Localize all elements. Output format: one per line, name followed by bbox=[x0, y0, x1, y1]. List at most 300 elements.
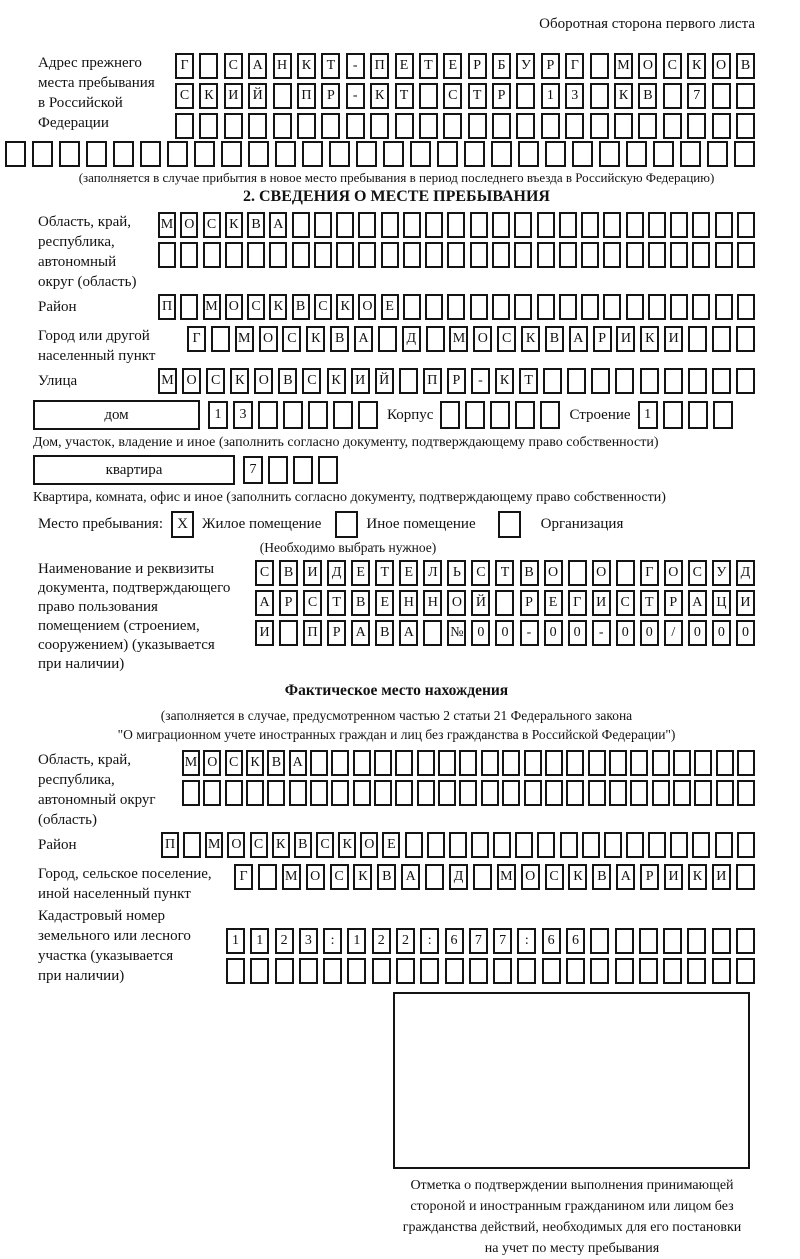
char-cell[interactable]: Т bbox=[327, 590, 346, 616]
char-cell[interactable] bbox=[396, 958, 415, 984]
char-cell[interactable]: С bbox=[203, 212, 221, 238]
char-cell[interactable] bbox=[471, 832, 489, 858]
char-cell[interactable] bbox=[383, 141, 404, 167]
char-cell[interactable]: 3 bbox=[565, 83, 584, 109]
char-cell[interactable]: 7 bbox=[469, 928, 488, 954]
char-cell[interactable]: 7 bbox=[243, 456, 263, 484]
char-cell[interactable] bbox=[302, 141, 323, 167]
char-cell[interactable]: Г bbox=[175, 53, 194, 79]
char-cell[interactable] bbox=[395, 750, 413, 776]
char-cell[interactable] bbox=[712, 958, 731, 984]
char-cell[interactable] bbox=[737, 294, 755, 320]
char-cell[interactable]: М bbox=[158, 368, 177, 394]
char-cell[interactable] bbox=[673, 780, 691, 806]
char-cell[interactable] bbox=[542, 958, 561, 984]
char-cell[interactable]: Р bbox=[321, 83, 340, 109]
char-cell[interactable]: В bbox=[375, 620, 394, 646]
char-cell[interactable] bbox=[688, 368, 707, 394]
char-cell[interactable]: 1 bbox=[541, 83, 560, 109]
char-cell[interactable]: М bbox=[158, 212, 176, 238]
char-cell[interactable]: Б bbox=[492, 53, 511, 79]
char-cell[interactable] bbox=[515, 832, 533, 858]
char-cell[interactable] bbox=[310, 780, 328, 806]
char-cell[interactable]: А bbox=[401, 864, 420, 890]
char-cell[interactable] bbox=[224, 113, 243, 139]
char-cell[interactable] bbox=[736, 958, 755, 984]
char-cell[interactable] bbox=[403, 294, 421, 320]
char-cell[interactable]: П bbox=[297, 83, 316, 109]
char-cell[interactable] bbox=[736, 368, 755, 394]
char-cell[interactable] bbox=[737, 242, 755, 268]
char-cell[interactable] bbox=[314, 212, 332, 238]
char-cell[interactable]: С bbox=[247, 294, 265, 320]
char-cell[interactable]: И bbox=[592, 590, 611, 616]
char-cell[interactable]: А bbox=[354, 326, 373, 352]
char-cell[interactable] bbox=[736, 326, 755, 352]
char-cell[interactable] bbox=[670, 832, 688, 858]
char-cell[interactable] bbox=[465, 401, 485, 429]
char-cell[interactable]: А bbox=[248, 53, 267, 79]
char-cell[interactable] bbox=[737, 750, 755, 776]
char-cell[interactable]: С bbox=[250, 832, 268, 858]
char-cell[interactable] bbox=[419, 113, 438, 139]
char-cell[interactable]: О bbox=[473, 326, 492, 352]
char-cell[interactable]: Е bbox=[351, 560, 370, 586]
char-cell[interactable]: 0 bbox=[568, 620, 587, 646]
char-cell[interactable] bbox=[590, 113, 609, 139]
char-cell[interactable] bbox=[736, 864, 755, 890]
char-cell[interactable] bbox=[652, 750, 670, 776]
char-cell[interactable]: 0 bbox=[688, 620, 707, 646]
char-cell[interactable]: П bbox=[370, 53, 389, 79]
char-cell[interactable] bbox=[420, 958, 439, 984]
char-cell[interactable] bbox=[447, 294, 465, 320]
char-cell[interactable] bbox=[639, 958, 658, 984]
char-cell[interactable]: М bbox=[282, 864, 301, 890]
char-cell[interactable]: Е bbox=[375, 590, 394, 616]
char-cell[interactable] bbox=[86, 141, 107, 167]
char-cell[interactable]: Р bbox=[664, 590, 683, 616]
char-cell[interactable] bbox=[663, 928, 682, 954]
char-cell[interactable]: 0 bbox=[544, 620, 563, 646]
char-cell[interactable]: - bbox=[471, 368, 490, 394]
char-cell[interactable] bbox=[626, 141, 647, 167]
char-cell[interactable]: С bbox=[314, 294, 332, 320]
char-cell[interactable] bbox=[180, 294, 198, 320]
char-cell[interactable] bbox=[604, 832, 622, 858]
char-cell[interactable]: Т bbox=[640, 590, 659, 616]
char-cell[interactable] bbox=[590, 53, 609, 79]
char-cell[interactable] bbox=[493, 832, 511, 858]
char-cell[interactable] bbox=[248, 141, 269, 167]
char-cell[interactable] bbox=[588, 780, 606, 806]
char-cell[interactable]: 3 bbox=[233, 401, 253, 429]
char-cell[interactable]: В bbox=[520, 560, 539, 586]
char-cell[interactable] bbox=[712, 326, 731, 352]
char-cell[interactable] bbox=[225, 242, 243, 268]
char-cell[interactable] bbox=[581, 212, 599, 238]
char-cell[interactable]: О bbox=[306, 864, 325, 890]
char-cell[interactable]: - bbox=[520, 620, 539, 646]
char-cell[interactable]: К bbox=[230, 368, 249, 394]
char-cell[interactable]: О bbox=[182, 368, 201, 394]
char-cell[interactable] bbox=[568, 560, 587, 586]
char-cell[interactable] bbox=[670, 242, 688, 268]
char-cell[interactable] bbox=[664, 368, 683, 394]
char-cell[interactable] bbox=[194, 141, 215, 167]
char-cell[interactable] bbox=[273, 113, 292, 139]
char-cell[interactable] bbox=[378, 326, 397, 352]
char-cell[interactable]: 2 bbox=[275, 928, 294, 954]
char-cell[interactable]: В bbox=[278, 368, 297, 394]
char-cell[interactable]: 3 bbox=[299, 928, 318, 954]
char-cell[interactable] bbox=[211, 326, 230, 352]
char-cell[interactable] bbox=[425, 212, 443, 238]
char-cell[interactable]: Т bbox=[321, 53, 340, 79]
char-cell[interactable]: К bbox=[297, 53, 316, 79]
char-cell[interactable]: О bbox=[592, 560, 611, 586]
char-cell[interactable] bbox=[275, 958, 294, 984]
char-cell[interactable]: С bbox=[206, 368, 225, 394]
char-cell[interactable] bbox=[581, 242, 599, 268]
char-cell[interactable]: Р bbox=[327, 620, 346, 646]
char-cell[interactable] bbox=[275, 141, 296, 167]
char-cell[interactable]: С bbox=[303, 590, 322, 616]
char-cell[interactable] bbox=[258, 864, 277, 890]
char-cell[interactable] bbox=[630, 750, 648, 776]
char-cell[interactable]: М bbox=[203, 294, 221, 320]
char-cell[interactable] bbox=[670, 212, 688, 238]
char-cell[interactable] bbox=[225, 780, 243, 806]
char-cell[interactable] bbox=[292, 242, 310, 268]
char-cell[interactable]: 0 bbox=[616, 620, 635, 646]
char-cell[interactable] bbox=[321, 113, 340, 139]
char-cell[interactable] bbox=[588, 750, 606, 776]
char-cell[interactable]: О bbox=[544, 560, 563, 586]
char-cell[interactable] bbox=[459, 750, 477, 776]
char-cell[interactable]: М bbox=[182, 750, 200, 776]
char-cell[interactable]: И bbox=[616, 326, 635, 352]
char-cell[interactable]: В bbox=[545, 326, 564, 352]
char-cell[interactable]: Г bbox=[568, 590, 587, 616]
char-cell[interactable] bbox=[648, 242, 666, 268]
char-cell[interactable]: О bbox=[259, 326, 278, 352]
char-cell[interactable]: 2 bbox=[396, 928, 415, 954]
char-cell[interactable]: К bbox=[338, 832, 356, 858]
char-cell[interactable] bbox=[175, 113, 194, 139]
char-cell[interactable] bbox=[591, 368, 610, 394]
char-cell[interactable] bbox=[347, 958, 366, 984]
char-cell[interactable]: С bbox=[255, 560, 274, 586]
char-cell[interactable] bbox=[524, 780, 542, 806]
char-cell[interactable]: Й bbox=[471, 590, 490, 616]
char-cell[interactable]: В bbox=[351, 590, 370, 616]
char-cell[interactable] bbox=[694, 750, 712, 776]
char-cell[interactable]: К bbox=[495, 368, 514, 394]
char-cell[interactable] bbox=[356, 141, 377, 167]
char-cell[interactable] bbox=[449, 832, 467, 858]
char-cell[interactable] bbox=[443, 113, 462, 139]
char-cell[interactable] bbox=[626, 832, 644, 858]
char-cell[interactable]: 1 bbox=[250, 928, 269, 954]
char-cell[interactable] bbox=[736, 113, 755, 139]
char-cell[interactable] bbox=[545, 780, 563, 806]
char-cell[interactable] bbox=[648, 832, 666, 858]
char-cell[interactable] bbox=[590, 83, 609, 109]
char-cell[interactable] bbox=[603, 212, 621, 238]
char-cell[interactable] bbox=[381, 242, 399, 268]
char-cell[interactable] bbox=[514, 242, 532, 268]
char-cell[interactable]: Р bbox=[279, 590, 298, 616]
char-cell[interactable]: М bbox=[235, 326, 254, 352]
char-cell[interactable]: Е bbox=[443, 53, 462, 79]
char-cell[interactable] bbox=[297, 113, 316, 139]
char-cell[interactable] bbox=[491, 141, 512, 167]
char-cell[interactable] bbox=[653, 141, 674, 167]
char-cell[interactable] bbox=[417, 780, 435, 806]
char-cell[interactable]: Д bbox=[449, 864, 468, 890]
char-cell[interactable]: О bbox=[447, 590, 466, 616]
char-cell[interactable] bbox=[199, 53, 218, 79]
char-cell[interactable]: : bbox=[323, 928, 342, 954]
char-cell[interactable] bbox=[680, 141, 701, 167]
char-cell[interactable] bbox=[468, 113, 487, 139]
char-cell[interactable] bbox=[374, 750, 392, 776]
char-cell[interactable]: 2 bbox=[372, 928, 391, 954]
char-cell[interactable] bbox=[692, 832, 710, 858]
char-cell[interactable]: / bbox=[664, 620, 683, 646]
char-cell[interactable] bbox=[663, 401, 683, 429]
char-cell[interactable] bbox=[545, 750, 563, 776]
char-cell[interactable] bbox=[182, 780, 200, 806]
char-cell[interactable]: С bbox=[443, 83, 462, 109]
char-cell[interactable]: 0 bbox=[640, 620, 659, 646]
char-cell[interactable]: А bbox=[688, 590, 707, 616]
char-cell[interactable] bbox=[566, 958, 585, 984]
char-cell[interactable] bbox=[615, 928, 634, 954]
char-cell[interactable]: И bbox=[736, 590, 755, 616]
char-cell[interactable] bbox=[464, 141, 485, 167]
char-cell[interactable] bbox=[692, 242, 710, 268]
char-cell[interactable] bbox=[640, 368, 659, 394]
char-cell[interactable]: К bbox=[336, 294, 354, 320]
char-cell[interactable] bbox=[648, 212, 666, 238]
char-cell[interactable]: Ь bbox=[447, 560, 466, 586]
char-cell[interactable]: Г bbox=[640, 560, 659, 586]
char-cell[interactable]: О bbox=[180, 212, 198, 238]
char-cell[interactable] bbox=[537, 212, 555, 238]
char-cell[interactable]: 0 bbox=[736, 620, 755, 646]
char-cell[interactable] bbox=[545, 141, 566, 167]
char-cell[interactable] bbox=[516, 83, 535, 109]
char-cell[interactable] bbox=[559, 212, 577, 238]
char-cell[interactable]: 7 bbox=[493, 928, 512, 954]
char-cell[interactable] bbox=[652, 780, 670, 806]
char-cell[interactable] bbox=[712, 83, 731, 109]
char-cell[interactable]: С bbox=[302, 368, 321, 394]
char-cell[interactable] bbox=[639, 928, 658, 954]
char-cell[interactable] bbox=[358, 212, 376, 238]
char-cell[interactable] bbox=[426, 326, 445, 352]
char-cell[interactable] bbox=[502, 750, 520, 776]
char-cell[interactable] bbox=[410, 141, 431, 167]
char-cell[interactable]: - bbox=[592, 620, 611, 646]
char-cell[interactable] bbox=[626, 212, 644, 238]
char-cell[interactable] bbox=[374, 780, 392, 806]
char-cell[interactable] bbox=[346, 113, 365, 139]
char-cell[interactable] bbox=[310, 750, 328, 776]
char-cell[interactable] bbox=[5, 141, 26, 167]
char-cell[interactable]: Н bbox=[399, 590, 418, 616]
char-cell[interactable] bbox=[517, 958, 536, 984]
char-cell[interactable] bbox=[283, 401, 303, 429]
char-cell[interactable]: Р bbox=[593, 326, 612, 352]
char-cell[interactable] bbox=[113, 141, 134, 167]
char-cell[interactable] bbox=[734, 141, 755, 167]
char-cell[interactable] bbox=[493, 958, 512, 984]
char-cell[interactable]: : bbox=[517, 928, 536, 954]
char-cell[interactable] bbox=[250, 958, 269, 984]
char-cell[interactable]: О bbox=[254, 368, 273, 394]
char-cell[interactable]: К bbox=[306, 326, 325, 352]
char-cell[interactable] bbox=[541, 113, 560, 139]
char-cell[interactable] bbox=[630, 780, 648, 806]
char-cell[interactable] bbox=[32, 141, 53, 167]
char-cell[interactable] bbox=[590, 958, 609, 984]
char-cell[interactable] bbox=[495, 590, 514, 616]
char-cell[interactable]: Й bbox=[375, 368, 394, 394]
char-cell[interactable] bbox=[481, 750, 499, 776]
char-cell[interactable]: Т bbox=[495, 560, 514, 586]
char-cell[interactable] bbox=[565, 113, 584, 139]
char-cell[interactable] bbox=[567, 368, 586, 394]
char-cell[interactable] bbox=[626, 294, 644, 320]
char-cell[interactable] bbox=[490, 401, 510, 429]
char-cell[interactable]: Р bbox=[447, 368, 466, 394]
char-cell[interactable] bbox=[687, 928, 706, 954]
char-cell[interactable]: № bbox=[447, 620, 466, 646]
char-cell[interactable] bbox=[333, 401, 353, 429]
char-cell[interactable] bbox=[203, 242, 221, 268]
char-cell[interactable] bbox=[425, 242, 443, 268]
char-cell[interactable]: У bbox=[516, 53, 535, 79]
char-cell[interactable]: О bbox=[360, 832, 378, 858]
char-cell[interactable]: Р bbox=[640, 864, 659, 890]
char-cell[interactable]: К bbox=[687, 53, 706, 79]
stay-type-checkbox-organization[interactable] bbox=[498, 511, 521, 538]
char-cell[interactable]: Т bbox=[395, 83, 414, 109]
char-cell[interactable]: А bbox=[269, 212, 287, 238]
char-cell[interactable] bbox=[492, 294, 510, 320]
char-cell[interactable] bbox=[273, 83, 292, 109]
char-cell[interactable]: - bbox=[346, 83, 365, 109]
char-cell[interactable] bbox=[331, 750, 349, 776]
char-cell[interactable] bbox=[423, 620, 442, 646]
char-cell[interactable] bbox=[158, 242, 176, 268]
char-cell[interactable]: К bbox=[688, 864, 707, 890]
char-cell[interactable] bbox=[469, 958, 488, 984]
char-cell[interactable] bbox=[537, 242, 555, 268]
char-cell[interactable] bbox=[269, 242, 287, 268]
char-cell[interactable] bbox=[492, 113, 511, 139]
char-cell[interactable]: М bbox=[614, 53, 633, 79]
char-cell[interactable]: Г bbox=[565, 53, 584, 79]
char-cell[interactable] bbox=[582, 832, 600, 858]
char-cell[interactable] bbox=[395, 780, 413, 806]
char-cell[interactable] bbox=[736, 83, 755, 109]
char-cell[interactable] bbox=[395, 113, 414, 139]
char-cell[interactable]: С bbox=[545, 864, 564, 890]
char-cell[interactable] bbox=[692, 212, 710, 238]
char-cell[interactable] bbox=[403, 212, 421, 238]
char-cell[interactable]: С bbox=[616, 590, 635, 616]
char-cell[interactable]: А bbox=[399, 620, 418, 646]
char-cell[interactable] bbox=[514, 294, 532, 320]
char-cell[interactable] bbox=[688, 326, 707, 352]
char-cell[interactable] bbox=[381, 212, 399, 238]
char-cell[interactable]: И bbox=[664, 864, 683, 890]
char-cell[interactable]: Д bbox=[402, 326, 421, 352]
char-cell[interactable] bbox=[289, 780, 307, 806]
char-cell[interactable] bbox=[603, 294, 621, 320]
char-cell[interactable] bbox=[140, 141, 161, 167]
char-cell[interactable] bbox=[459, 780, 477, 806]
char-cell[interactable]: Й bbox=[248, 83, 267, 109]
char-cell[interactable] bbox=[417, 750, 435, 776]
char-cell[interactable] bbox=[715, 212, 733, 238]
char-cell[interactable] bbox=[353, 750, 371, 776]
char-cell[interactable] bbox=[537, 294, 555, 320]
char-cell[interactable]: И bbox=[712, 864, 731, 890]
char-cell[interactable] bbox=[694, 780, 712, 806]
char-cell[interactable] bbox=[473, 864, 492, 890]
char-cell[interactable] bbox=[183, 832, 201, 858]
char-cell[interactable] bbox=[616, 560, 635, 586]
char-cell[interactable] bbox=[518, 141, 539, 167]
char-cell[interactable]: 6 bbox=[445, 928, 464, 954]
char-cell[interactable] bbox=[715, 242, 733, 268]
char-cell[interactable] bbox=[438, 750, 456, 776]
char-cell[interactable] bbox=[258, 401, 278, 429]
char-cell[interactable]: 0 bbox=[471, 620, 490, 646]
char-cell[interactable]: К bbox=[370, 83, 389, 109]
char-cell[interactable]: Д bbox=[736, 560, 755, 586]
char-cell[interactable] bbox=[572, 141, 593, 167]
char-cell[interactable]: О bbox=[521, 864, 540, 890]
char-cell[interactable] bbox=[502, 780, 520, 806]
char-cell[interactable]: О bbox=[203, 750, 221, 776]
char-cell[interactable] bbox=[318, 456, 338, 484]
char-cell[interactable]: К bbox=[614, 83, 633, 109]
char-cell[interactable]: П bbox=[158, 294, 176, 320]
char-cell[interactable]: О bbox=[712, 53, 731, 79]
char-cell[interactable]: 1 bbox=[208, 401, 228, 429]
char-cell[interactable]: У bbox=[712, 560, 731, 586]
char-cell[interactable]: В bbox=[638, 83, 657, 109]
char-cell[interactable]: О bbox=[358, 294, 376, 320]
char-cell[interactable] bbox=[403, 242, 421, 268]
char-cell[interactable] bbox=[515, 401, 535, 429]
char-cell[interactable] bbox=[560, 832, 578, 858]
char-cell[interactable] bbox=[180, 242, 198, 268]
char-cell[interactable] bbox=[712, 113, 731, 139]
char-cell[interactable] bbox=[268, 456, 288, 484]
char-cell[interactable] bbox=[447, 212, 465, 238]
char-cell[interactable] bbox=[537, 832, 555, 858]
char-cell[interactable] bbox=[599, 141, 620, 167]
char-cell[interactable] bbox=[609, 750, 627, 776]
char-cell[interactable] bbox=[687, 113, 706, 139]
